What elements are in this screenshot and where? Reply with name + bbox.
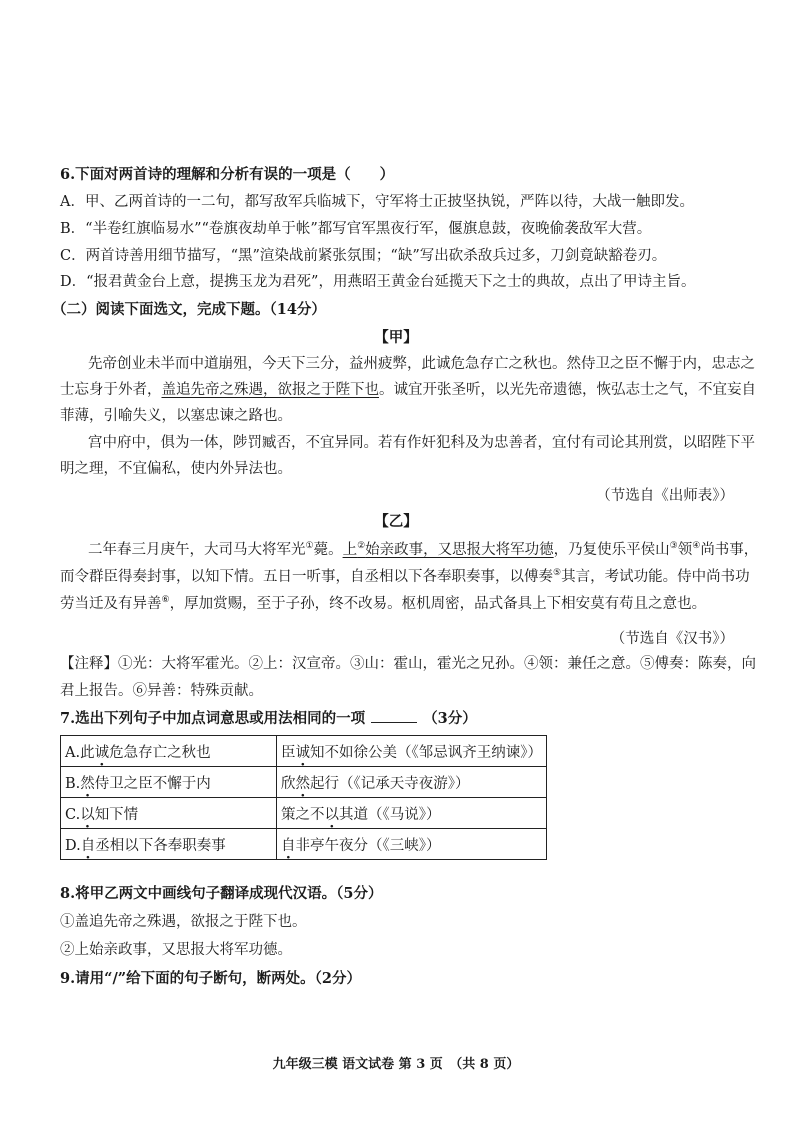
section2-heading: （二）阅读下面选文，完成下题。（14分） <box>52 301 326 318</box>
jia-p2-line2: 明之理，不宜偏私，使内外异法也。 <box>60 461 292 477</box>
q7-b-left: B.然侍卫之臣不懈于内 <box>61 767 277 798</box>
yi-source: （节选自《汉书》） <box>610 631 734 647</box>
yi-line1: 二年春三月庚午，大司马大将军光①薨。上②始亲政事，又思报大将军功德，乃复使乐平侯山③领④尚书事， <box>88 541 759 558</box>
jia-source: （节选自《出师表》） <box>596 488 734 504</box>
q7-a-left: A.此诚危急存亡之秋也 <box>61 736 277 767</box>
yi-line2: 而令群臣得奏封事，以知下情。五日一听事，自丞相以下各奉职奏事，以傅奏⑤其言，考试功能。侍中尚书功 <box>60 568 750 585</box>
q7-c-right: 策之不以其道（《马说》） <box>277 798 547 829</box>
jia-p1-line2: 士忘身于外者，盖追先帝之殊遇，欲报之于陛下也。诚宜开张圣听，以光先帝遗德，恢弘志士之气，不宜妄自 <box>60 382 756 398</box>
q7-b-right: 欣然起行（《记承天寺夜游》） <box>277 767 547 798</box>
q7-a-right: 臣诚知不如徐公美（《邹忌讽齐王纳谏》） <box>277 736 547 767</box>
q9-stem: 9.请用“/”给下面的句子断句，断两处。（2分） <box>60 970 361 987</box>
notes-line1: 【注释】①光：大将军霍光。②上：汉宣帝。③山：霍山，霍光之兄孙。④领：兼任之意。⑤傅奏：陈奏，向 <box>60 656 756 672</box>
notes-line2: 君上报告。⑥异善：特殊贡献。 <box>60 683 263 699</box>
jia-p2-line1: 宫中府中，俱为一体，陟罚臧否，不宜异同。若有作奸犯科及为忠善者，宜付有司论其刑赏，以昭陛下平 <box>88 435 755 451</box>
q6-stem: 6.下面对两首诗的理解和分析有误的一项是（ ） <box>60 166 395 183</box>
passage-yi-title: 【乙】 <box>374 513 418 530</box>
q8-item-1: ①盖追先帝之殊遇，欲报之于陛下也。 <box>60 914 307 930</box>
q6-option-b: B．“半卷红旗临易水”“卷旗夜劫单于帐”都写官军黑夜行军，偃旗息鼓，夜晚偷袭敌军大营。 <box>60 221 652 237</box>
q7-d-left: D.自丞相以下各奉职奏事 <box>61 829 277 860</box>
q6-option-a: A．甲、乙两首诗的一二句，都写敌军兵临城下，守军将士正披坚执锐，严阵以待，大战一触即发。 <box>60 194 694 210</box>
q8-item-2: ②上始亲政事，又思报大将军功德。 <box>60 942 292 958</box>
q7-options-table <box>60 735 547 860</box>
table-row <box>61 736 547 767</box>
passage-jia-title: 【甲】 <box>374 329 418 346</box>
jia-p1-line1: 先帝创业未半而中道崩殂，今天下三分，益州疲弊，此诚危急存亡之秋也。然侍卫之臣不懈于内，忠志之 <box>88 356 755 372</box>
q8-stem: 8.将甲乙两文中画线句子翻译成现代汉语。（5分） <box>60 885 383 902</box>
q6-option-c: C．两首诗善用细节描写，“黑”渲染战前紧张氛围；“缺”写出砍杀敌兵过多，刀剑竟缺豁卷刃。 <box>60 248 667 264</box>
underlined-sentence-1: 盖追先帝之殊遇，欲报之于陛下也 <box>161 382 379 398</box>
underlined-sentence-2: 上②始亲政事，又思报大将军功德 <box>342 541 554 558</box>
q7-stem: 7.选出下列句子中加点词意思或用法相同的一项 （3分） <box>60 710 477 727</box>
yi-line3: 劳当迁及有异善⑥，厚加赏赐，至于子孙，终不改易。枢机周密，品式备具上下相安莫有苟且之意也。 <box>60 595 707 612</box>
q6-option-d: D．“报君黄金台上意，提携玉龙为君死”，用燕昭王黄金台延揽天下之士的典故，点出了甲诗主旨。 <box>60 274 696 290</box>
jia-p1-line3: 菲薄，引喻失义，以塞忠谏之路也。 <box>60 408 292 424</box>
q7-c-left: C.以知下情 <box>61 798 277 829</box>
table-row <box>61 829 547 860</box>
answer-blank[interactable] <box>371 708 417 723</box>
page-footer: 九年级三模 语文试卷 第 3 页 （共 8 页） <box>272 1057 520 1072</box>
q7-d-right: 自非亭午夜分（《三峡》） <box>277 829 547 860</box>
